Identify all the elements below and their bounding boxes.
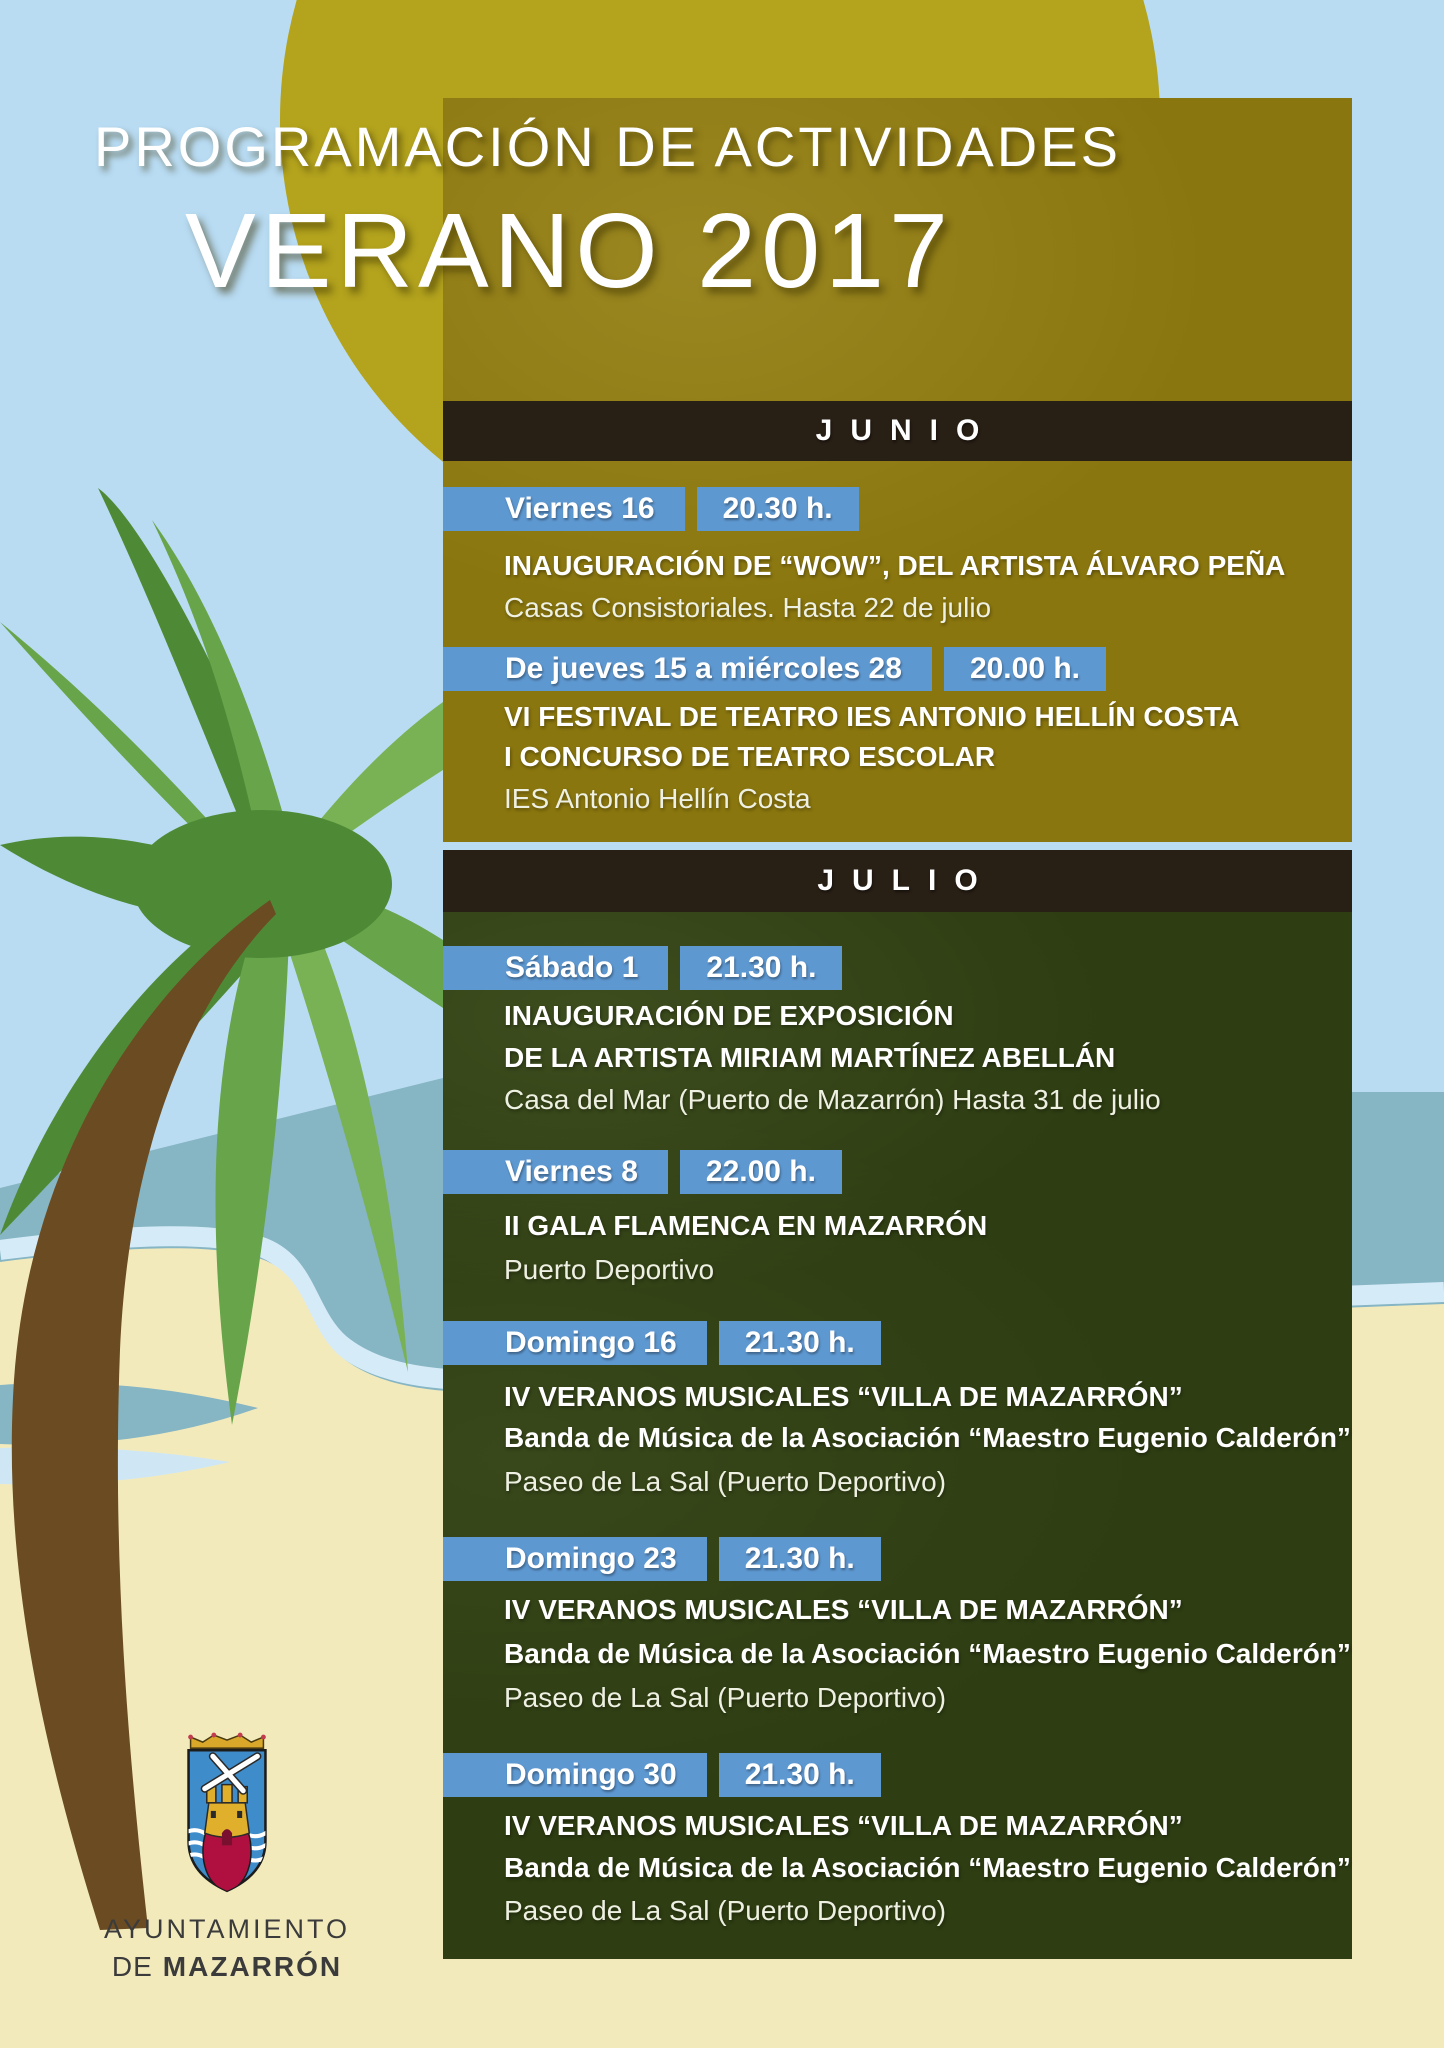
title-line-1: PROGRAMACIÓN DE ACTIVIDADES [94, 115, 1121, 178]
event-time-badge: 21.30 h. [719, 1537, 881, 1581]
event-location: Paseo de La Sal (Puerto Deportivo) [504, 1682, 947, 1713]
event-date-badge: Domingo 30 [443, 1753, 707, 1797]
event-title: DE LA ARTISTA MIRIAM MARTÍNEZ ABELLÁN [504, 1042, 1116, 1073]
event-time-badge: 21.30 h. [719, 1753, 881, 1797]
event-date-badge: Domingo 23 [443, 1537, 707, 1581]
event-title: INAUGURACIÓN DE “WOW”, DEL ARTISTA ÁLVARO PEÑA [504, 550, 1286, 581]
event-title: IV VERANOS MUSICALES “VILLA DE MAZARRÓN” [504, 1594, 1183, 1625]
town-hall-logo [82, 1732, 372, 1983]
event-location: Paseo de La Sal (Puerto Deportivo) [504, 1466, 947, 1497]
month-bar-junio [443, 401, 1352, 461]
event-time-badge: 21.30 h. [719, 1321, 881, 1365]
event-date-time-row [443, 647, 1106, 691]
title-line-2: VERANO 2017 [185, 192, 953, 310]
event-subtitle: Banda de Música de la Asociación “Maestro Eugenio Calderón” [504, 1852, 1351, 1883]
event-time-badge: 20.30 h. [697, 487, 859, 531]
poster-title [94, 112, 1121, 310]
event-location: Casas Consistoriales. Hasta 22 de julio [504, 592, 992, 623]
org-name-line2 [82, 1951, 372, 1983]
event-date-time-row [443, 946, 842, 990]
event-title: II GALA FLAMENCA EN MAZARRÓN [504, 1210, 988, 1241]
mazarron-coat-of-arms-icon [165, 1732, 289, 1904]
event-time-badge: 22.00 h. [680, 1150, 842, 1194]
event-date-time-row [443, 1753, 881, 1797]
month-bar-julio [443, 850, 1352, 912]
event-title: I CONCURSO DE TEATRO ESCOLAR [504, 741, 996, 772]
org-name-bold: MAZARRÓN [162, 1951, 343, 1982]
event-date-badge: Viernes 8 [443, 1150, 668, 1194]
event-time-badge: 20.00 h. [944, 647, 1106, 691]
org-name-line1: AYUNTAMIENTO [103, 1914, 350, 1944]
event-date-badge: Sábado 1 [443, 946, 668, 990]
event-date-badge: De jueves 15 a miércoles 28 [443, 647, 932, 691]
event-date-badge: Viernes 16 [443, 487, 685, 531]
event-title: VI FESTIVAL DE TEATRO IES ANTONIO HELLÍN COSTA [504, 701, 1240, 732]
event-title: INAUGURACIÓN DE EXPOSICIÓN [504, 1000, 954, 1031]
event-date-badge: Domingo 16 [443, 1321, 707, 1365]
event-subtitle: Banda de Música de la Asociación “Maestro Eugenio Calderón” [504, 1422, 1351, 1453]
event-date-time-row [443, 1537, 881, 1581]
month-label-julio: JULIO [817, 864, 996, 897]
event-location: Paseo de La Sal (Puerto Deportivo) [504, 1895, 947, 1926]
event-date-time-row [443, 1150, 842, 1194]
event-date-time-row [443, 487, 859, 531]
event-location: Casa del Mar (Puerto de Mazarrón) Hasta 31 de julio [504, 1084, 1161, 1115]
org-name-prefix: DE [111, 1951, 153, 1982]
event-time-badge: 21.30 h. [680, 946, 842, 990]
month-label-junio: JUNIO [815, 414, 998, 447]
event-date-time-row [443, 1321, 881, 1365]
event-subtitle: Banda de Música de la Asociación “Maestro Eugenio Calderón” [504, 1638, 1351, 1669]
event-location: Puerto Deportivo [504, 1254, 715, 1285]
event-location: IES Antonio Hellín Costa [504, 783, 811, 814]
event-title: IV VERANOS MUSICALES “VILLA DE MAZARRÓN” [504, 1381, 1183, 1412]
event-title: IV VERANOS MUSICALES “VILLA DE MAZARRÓN” [504, 1810, 1183, 1841]
